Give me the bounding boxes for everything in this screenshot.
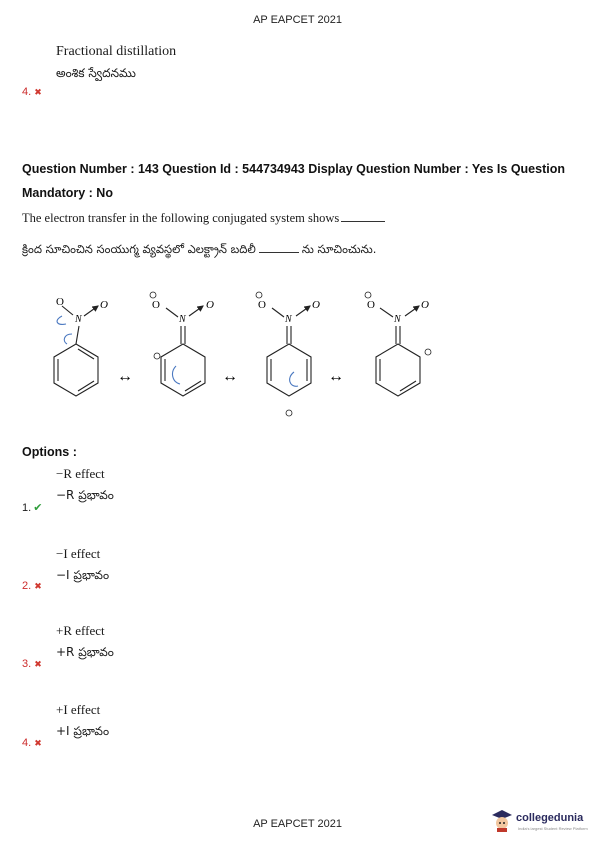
option-2-text-te: −I ప్రభావం — [56, 568, 110, 582]
option-3-marker — [22, 654, 42, 672]
question-text-te-pre: క్రింద సూచించిన సంయుగ్మ వ్యవస్థలో ఎలక్ట్రాన్ బదిలీ — [22, 242, 256, 256]
wrong-mark-icon: ✖ — [34, 659, 42, 669]
page-header: AP EAPCET 2021 — [253, 14, 342, 26]
option-1-number: 1. — [22, 502, 32, 514]
wrong-mark-icon: ✖ — [34, 87, 42, 97]
atom-o-label: O — [100, 299, 108, 311]
collegedunia-logo — [490, 806, 590, 836]
option-1-text-te: −R ప్రభావం — [56, 488, 114, 502]
question-text-en-body: The electron transfer in the following conjugated system shows — [22, 211, 340, 225]
answer-blank-te — [259, 242, 299, 253]
mascot-icon — [490, 808, 514, 832]
question-text-te-post: ను సూచించును. — [301, 242, 377, 256]
atom-o-label: O — [367, 299, 375, 311]
option-4-text-te: +I ప్రభావం — [56, 724, 110, 738]
option-3-text-te: +R ప్రభావం — [56, 645, 114, 659]
option-2-marker — [22, 576, 42, 594]
atom-n-label: N — [394, 314, 401, 325]
atom-n-label: N — [285, 314, 292, 325]
option-2-text-en: −I effect — [56, 546, 101, 561]
option-2-number: 2. — [22, 580, 32, 592]
answer-blank — [341, 211, 385, 222]
question-text-te — [22, 242, 376, 259]
prev-option-marker — [22, 82, 42, 100]
option-3-number: 3. — [22, 658, 32, 670]
wrong-mark-icon: ✖ — [34, 581, 42, 591]
option-3-text-en: +R effect — [56, 623, 105, 638]
option-4-marker — [22, 733, 42, 751]
question-meta-line1: Question Number : 143 Question Id : 544734943 Display Question Number : Yes Is Question — [22, 162, 565, 176]
atom-o-label: O — [206, 299, 214, 311]
prev-option-text-en: Fractional distillation — [56, 44, 177, 59]
logo-tagline: India's largest Student Review Platform — [518, 826, 588, 831]
option-4-number: 4. — [22, 737, 32, 749]
correct-check-icon: ✔ — [33, 502, 43, 514]
prev-option-text-te: అంశిక స్వేదనము — [56, 66, 136, 80]
logo-name: collegedunia — [516, 812, 584, 824]
wrong-mark-icon: ✖ — [34, 738, 42, 748]
question-meta-line2: Mandatory : No — [22, 186, 113, 200]
resonance-arrow: ↔ — [117, 368, 133, 385]
resonance-structures-figure — [20, 286, 450, 432]
atom-o-label: O — [312, 299, 320, 311]
resonance-arrow: ↔ — [222, 368, 238, 385]
atom-o-label: O — [152, 299, 160, 311]
resonance-arrow: ↔ — [328, 368, 344, 385]
option-1-text-en: −R effect — [56, 466, 105, 481]
atom-o-label: O — [56, 296, 64, 308]
option-1-marker — [22, 498, 42, 516]
option-4-text-en: +I effect — [56, 702, 101, 717]
question-text-en — [22, 211, 385, 226]
atom-n-label: N — [179, 314, 186, 325]
atom-o-label: O — [258, 299, 266, 311]
prev-option-number: 4. — [22, 86, 32, 98]
atom-n-label: N — [75, 314, 82, 325]
options-label: Options : — [22, 445, 77, 459]
atom-o-label: O — [421, 299, 429, 311]
page-footer: AP EAPCET 2021 — [253, 818, 342, 830]
